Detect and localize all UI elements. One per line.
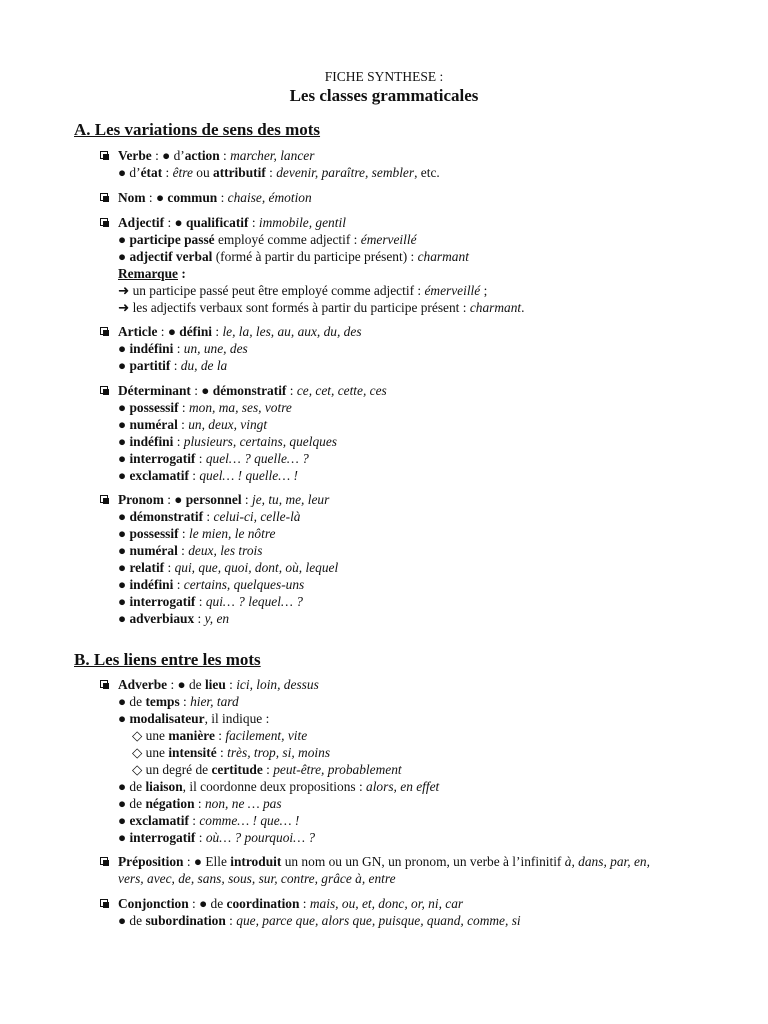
document-line: ➜ un participe passé peut être employé comme adjectif : émerveillé ; <box>118 283 488 298</box>
document-line: Préposition : ● Elle introduit un nom ou un GN, un pronom, un verbe à l’infinitif à, dans, par, en, vers, avec, de, sans, sous, sur, contre, grâce à, entre <box>118 854 650 886</box>
document-line: ● relatif : qui, que, quoi, dont, où, lequel <box>118 560 339 575</box>
checkbox-bullet-icon <box>100 151 108 159</box>
checkbox-bullet-icon <box>100 327 108 335</box>
document-line: ● de subordination : que, parce que, alors que, puisque, quand, comme, si <box>118 913 521 928</box>
document-line: Conjonction : ● de coordination : mais, ou, et, donc, or, ni, car <box>118 896 464 911</box>
checkbox-bullet-icon <box>100 857 108 865</box>
document-line: ● adverbiaux : y, en <box>118 611 230 626</box>
document-line: ➜ les adjectifs verbaux sont formés à partir du participe présent : charmant. <box>118 300 525 315</box>
document-line: ● indéfini : plusieurs, certains, quelques <box>118 434 337 449</box>
checkbox-bullet-icon <box>100 218 108 226</box>
document-line: ● possessif : le mien, le nôtre <box>118 526 276 541</box>
document-line: ● participe passé employé comme adjectif : émerveillé <box>118 232 417 247</box>
document-line: ◇ une intensité : très, trop, si, moins <box>132 745 331 760</box>
document-line: ● de temps : hier, tard <box>118 694 239 709</box>
document-line: Remarque : <box>118 266 186 281</box>
document-line: ● interrogatif : qui… ? lequel… ? <box>118 594 303 609</box>
document-line: ◇ un degré de certitude : peut-être, probablement <box>132 762 402 777</box>
document-line: Verbe : ● d’action : marcher, lancer <box>118 148 315 163</box>
document-line: ● de liaison, il coordonne deux propositions : alors, en effet <box>118 779 440 794</box>
section-b-title: B. Les liens entre les mots <box>74 650 261 669</box>
document-line: Adverbe : ● de lieu : ici, loin, dessus <box>118 677 319 692</box>
document-line: Pronom : ● personnel : je, tu, me, leur <box>118 492 330 507</box>
document-line: ● indéfini : un, une, des <box>118 341 248 356</box>
document-line: ● de négation : non, ne … pas <box>118 796 282 811</box>
document-line: ● d’état : être ou attributif : devenir, paraître, sembler, etc. <box>118 165 440 180</box>
document-line: ● possessif : mon, ma, ses, votre <box>118 400 292 415</box>
document-line: Adjectif : ● qualificatif : immobile, gentil <box>118 215 346 230</box>
document-line: ● exclamatif : quel… ! quelle… ! <box>118 468 298 483</box>
checkbox-bullet-icon <box>100 193 108 201</box>
document-line: ● interrogatif : quel… ? quelle… ? <box>118 451 309 466</box>
document-line: ● démonstratif : celui-ci, celle-là <box>118 509 301 524</box>
section-a-title: A. Les variations de sens des mots <box>74 120 321 139</box>
document-line: ● adjectif verbal (formé à partir du participe présent) : charmant <box>118 249 469 264</box>
document-line: ● partitif : du, de la <box>118 358 228 373</box>
document-title: Les classes grammaticales <box>289 86 479 105</box>
checkbox-bullet-icon <box>100 386 108 394</box>
checkbox-bullet-icon <box>100 680 108 688</box>
checkbox-bullet-icon <box>100 899 108 907</box>
checkbox-bullet-icon <box>100 495 108 503</box>
document-line: ● numéral : un, deux, vingt <box>118 417 268 432</box>
document-line: ● modalisateur, il indique : <box>118 711 270 726</box>
document-line: Article : ● défini : le, la, les, au, aux, du, des <box>118 324 362 339</box>
document-line: ● indéfini : certains, quelques-uns <box>118 577 305 592</box>
document-line: ● numéral : deux, les trois <box>118 543 263 558</box>
document-line: ● interrogatif : où… ? pourquoi… ? <box>118 830 316 845</box>
document-line: Nom : ● commun : chaise, émotion <box>118 190 312 205</box>
document-label: FICHE SYNTHESE : <box>324 69 444 84</box>
document-line: ● exclamatif : comme… ! que… ! <box>118 813 300 828</box>
document-line: ◇ une manière : facilement, vite <box>132 728 308 743</box>
document-line: Déterminant : ● démonstratif : ce, cet, cette, ces <box>118 383 387 398</box>
